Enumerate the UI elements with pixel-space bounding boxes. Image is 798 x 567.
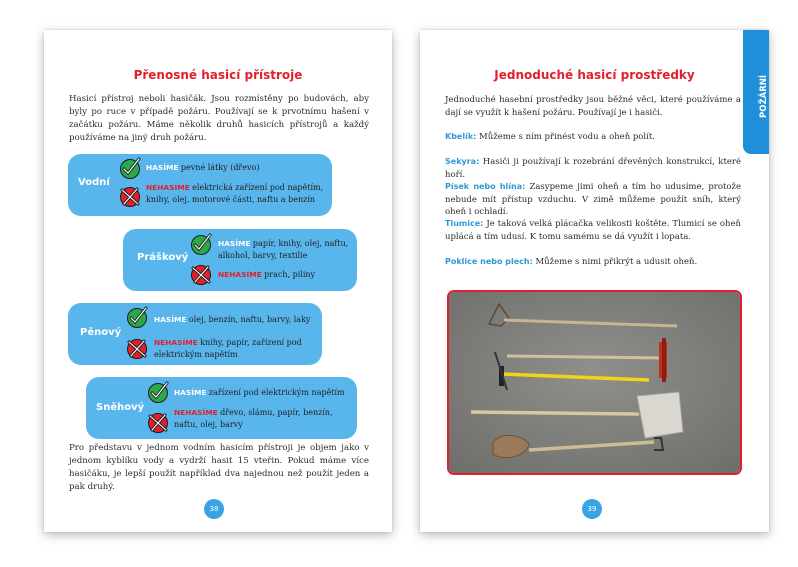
red-cross-icon bbox=[189, 263, 213, 285]
do-not-extinguish-text: elektrická zařízení pod napětím, knihy, olej, motorové části, naftu a benzín bbox=[146, 183, 324, 204]
list-item bbox=[445, 218, 741, 243]
extinguisher-name: Vodní bbox=[78, 177, 110, 188]
outro-paragraph: Pro představu v jednom vodním hasicím přístroji je objem jako v jednom kyblíku vody a vydrží hasit 15 vteřin. Pokud máme více hasičáku, je lepší použít například dva najednou než použít jeden a pak druhý. bbox=[69, 443, 369, 492]
item-text: Je taková velká plácačka velikosti koštěte. Tlumicí se oheň uplácá a tím udusí. K tomu samému se dá využít i lopata. bbox=[445, 219, 741, 242]
extinguish-text: pevné látky (dřevo) bbox=[178, 163, 260, 172]
green-checkmark-icon bbox=[118, 157, 142, 179]
list-item bbox=[445, 256, 741, 269]
item-text: Můžeme s nimi přikrýt a udusit oheň. bbox=[532, 257, 698, 267]
green-checkmark-icon bbox=[125, 306, 149, 328]
extinguisher-card-snow bbox=[86, 377, 357, 439]
item-term: Sekyra: bbox=[445, 157, 480, 166]
page-number: 38 bbox=[204, 499, 224, 519]
extinguisher-card-water bbox=[68, 154, 332, 216]
item-term: Kbelík: bbox=[445, 132, 477, 141]
extinguisher-name: Pěnový bbox=[80, 327, 122, 338]
intro-paragraph: Jednoduché hasební prostředky jsou běžné věci, které používáme a dají se využít k hašení požáru. Používají je i hasiči. bbox=[445, 95, 741, 118]
extinguish-text: zařízení pod elektrickým napětím bbox=[206, 388, 345, 397]
left-page bbox=[44, 30, 392, 532]
list-item bbox=[445, 181, 741, 219]
item-text: Můžeme s ním přinést vodu a oheň polít. bbox=[476, 132, 655, 142]
list-item bbox=[445, 131, 741, 144]
do-not-extinguish-text: knihy, papír, zařízení pod elektrickým napětím bbox=[154, 338, 302, 359]
extinguisher-card-foam bbox=[68, 303, 322, 365]
do-not-extinguish-text: dřevo, slámu, papír, benzín, naftu, olej, barvy bbox=[174, 408, 333, 429]
do-not-extinguish-label: NEHASÍME bbox=[146, 183, 190, 192]
item-term: Tlumice: bbox=[445, 219, 484, 228]
extinguisher-name: Sněhový bbox=[96, 402, 145, 413]
list-item bbox=[445, 156, 741, 181]
tools-photo bbox=[447, 290, 742, 475]
extinguish-label: HASÍME bbox=[174, 388, 207, 397]
item-text: Hasiči ji používají k rozebrání dřevěných konstrukcí, které hoří. bbox=[445, 157, 741, 180]
page-number: 39 bbox=[582, 499, 602, 519]
do-not-extinguish-label: NEHASÍME bbox=[218, 270, 262, 279]
right-page bbox=[420, 30, 769, 532]
page-title: Jednoduché hasicí prostředky bbox=[494, 68, 695, 82]
extinguish-label: HASÍME bbox=[146, 163, 179, 172]
green-checkmark-icon bbox=[146, 381, 170, 403]
extinguish-text: olej, benzín, naftu, barvy, laky bbox=[186, 315, 311, 324]
extinguish-label: HASÍME bbox=[218, 239, 251, 248]
red-cross-icon bbox=[118, 185, 142, 207]
red-cross-icon bbox=[146, 411, 170, 433]
extinguish-text: papír, knihy, olej, naftu, alkohol, barvy, textilie bbox=[218, 239, 349, 260]
green-checkmark-icon bbox=[189, 233, 213, 255]
item-term: Písek nebo hlína: bbox=[445, 182, 526, 191]
item-term: Poklice nebo plech: bbox=[445, 257, 533, 266]
extinguish-label: HASÍME bbox=[154, 315, 187, 324]
do-not-extinguish-label: NEHASÍME bbox=[154, 338, 198, 347]
extinguisher-name: Práškový bbox=[137, 252, 189, 263]
do-not-extinguish-text: prach, piliny bbox=[261, 270, 316, 279]
do-not-extinguish-label: NEHASÍME bbox=[174, 408, 218, 417]
item-text: Zasypeme jimi oheň a tím ho udusíme, protože nebude mít přístup vzduchu. V zimě můžeme použít sníh, který oheň i ochladí. bbox=[445, 182, 742, 217]
page-title: Přenosné hasicí přístroje bbox=[133, 68, 303, 82]
red-cross-icon bbox=[125, 337, 149, 359]
chapter-tab bbox=[743, 30, 769, 154]
intro-paragraph: Hasicí přístroj neboli hasičák. Jsou rozmístěny po budovách, aby byly po ruce v případě požáru. Používají se k prvotnímu hašení v začátku požáru. Máme několik druhů hasicích přístrojů a každý používáme na jiný druh požáru. bbox=[69, 94, 369, 143]
chapter-tab-label: POŽÁRNÍ bbox=[759, 74, 769, 118]
extinguisher-card-powder bbox=[123, 229, 357, 291]
